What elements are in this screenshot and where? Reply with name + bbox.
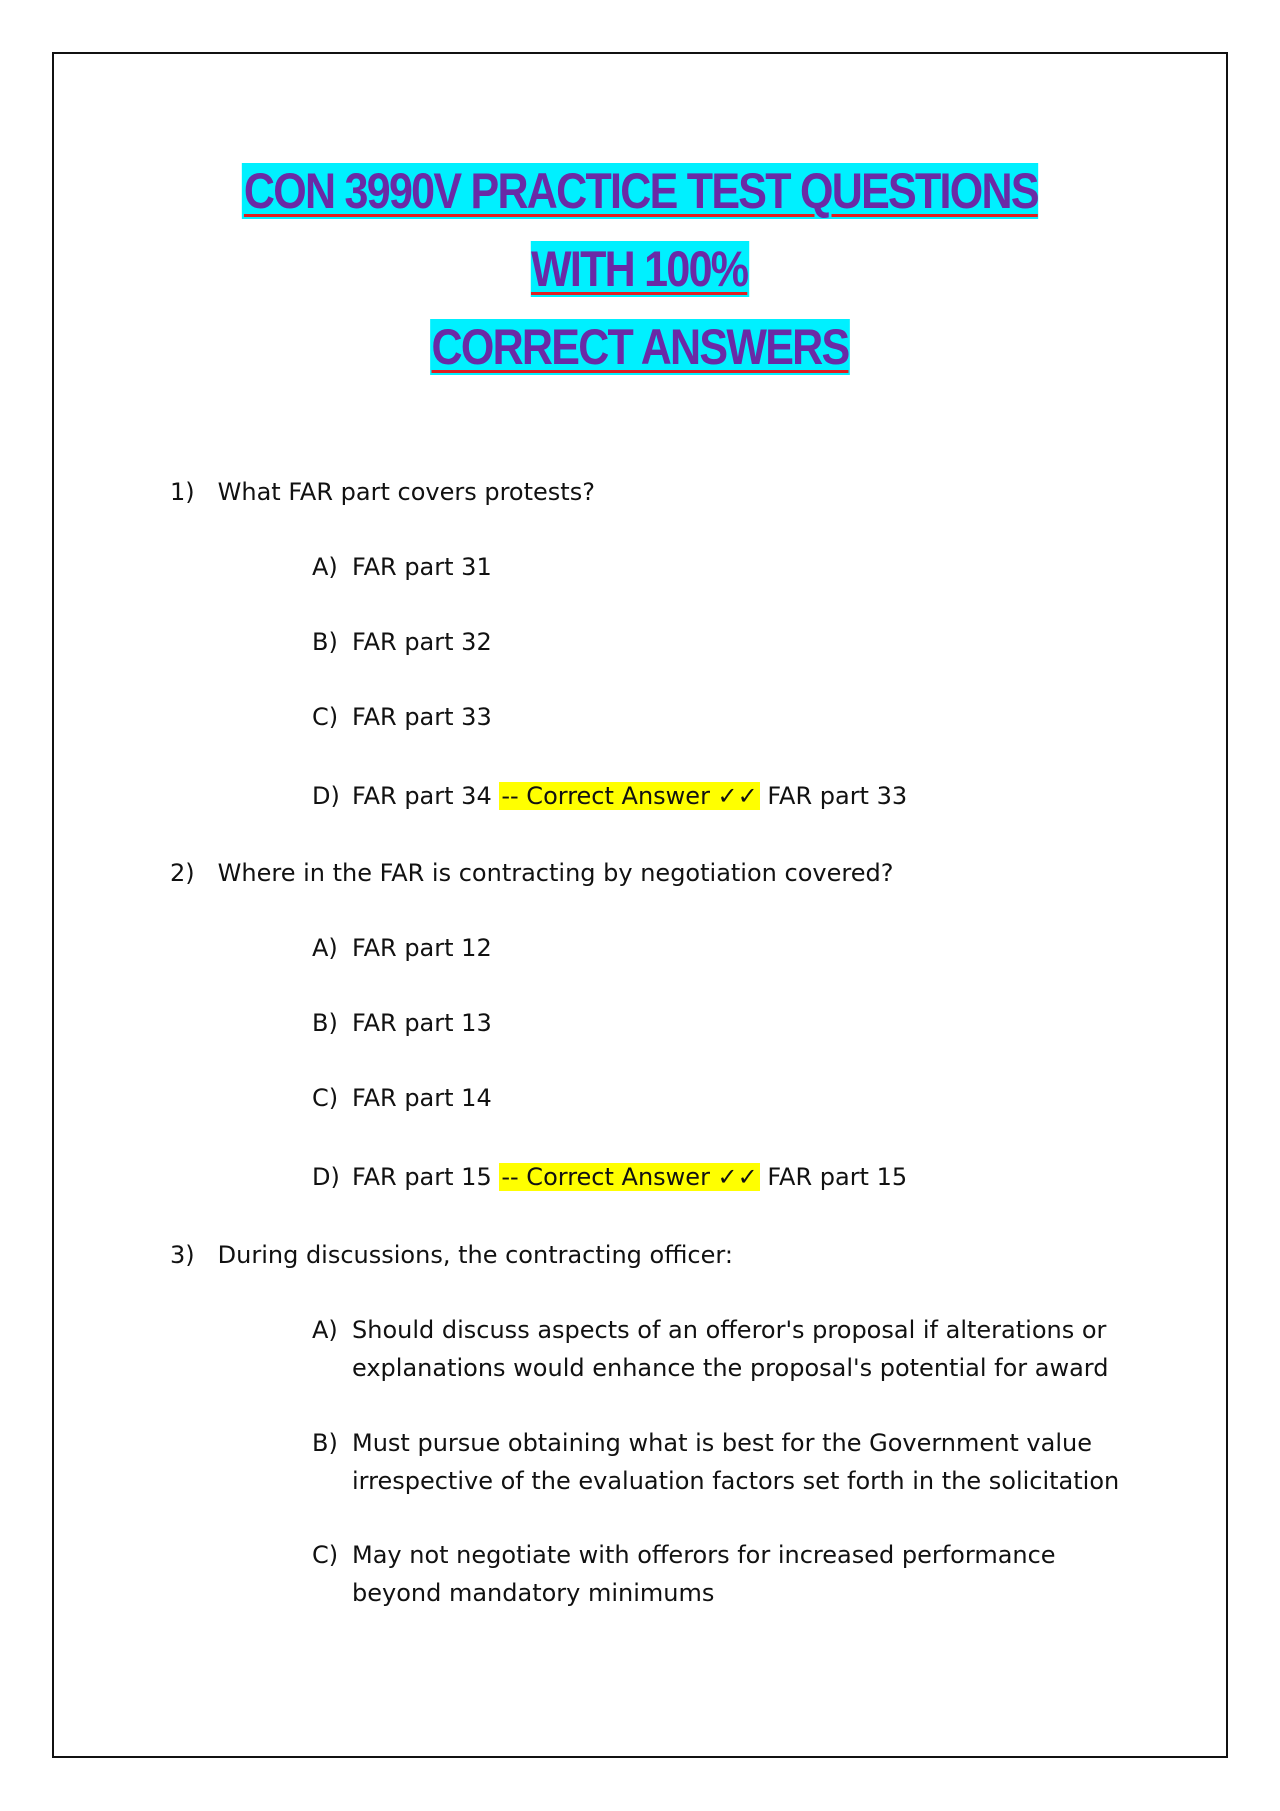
option-label: D) <box>312 1163 340 1191</box>
correct-answer-marker: -- Correct Answer ✓✓ <box>501 782 758 810</box>
option-label: A) <box>312 934 338 962</box>
option-label: C) <box>312 1084 339 1112</box>
option-label: A) <box>312 553 338 581</box>
q3-option-a <box>312 1311 1132 1387</box>
question-text: Where in the FAR is contracting by negotiation covered? <box>217 859 894 887</box>
q2-option-c <box>312 1079 1132 1117</box>
question-1 <box>170 478 595 506</box>
question-text: What FAR part covers protests? <box>217 478 595 506</box>
option-label: B) <box>312 1429 338 1457</box>
option-label: C) <box>312 703 339 731</box>
option-label: C) <box>312 1541 339 1569</box>
question-text: During discussions, the contracting officer: <box>217 1241 733 1269</box>
question-2 <box>170 859 893 887</box>
option-text: FAR part 12 <box>352 934 492 962</box>
option-text: FAR part 31 <box>352 553 492 581</box>
question-number: 3) <box>170 1241 195 1269</box>
option-label: D) <box>312 782 340 810</box>
option-label: A) <box>312 1316 338 1344</box>
option-label: B) <box>312 628 338 656</box>
q3-option-b <box>312 1424 1132 1500</box>
q2-option-d <box>312 1158 1132 1196</box>
option-label: B) <box>312 1009 338 1037</box>
correct-answer-marker: -- Correct Answer ✓✓ <box>501 1163 758 1191</box>
q2-option-b <box>312 1004 1132 1042</box>
option-text: FAR part 34 <box>352 782 492 810</box>
q1-option-d <box>312 777 1132 815</box>
option-text: Should discuss aspects of an offeror's proposal if alterations or explanations would enhance the proposal's potential for award <box>352 1316 1109 1382</box>
title-line-2: CORRECT ANSWERS <box>431 319 849 375</box>
q1-option-b <box>312 623 1132 661</box>
question-3 <box>170 1241 733 1269</box>
correct-answer-text: FAR part 15 <box>767 1163 908 1191</box>
option-text: FAR part 32 <box>352 628 492 656</box>
q1-option-c <box>312 698 1132 736</box>
question-number: 2) <box>170 859 195 887</box>
q2-option-a <box>312 929 1132 967</box>
option-text: FAR part 33 <box>352 703 492 731</box>
option-text: FAR part 13 <box>352 1009 492 1037</box>
option-text: Must pursue obtaining what is best for the Government value irrespective of the evaluation factors set forth in the solicitation <box>352 1429 1120 1495</box>
option-text: FAR part 15 <box>352 1163 492 1191</box>
title-line-1: CON 3990V PRACTICE TEST QUESTIONS WITH 100% <box>243 163 1038 297</box>
correct-answer-text: FAR part 33 <box>767 782 908 810</box>
option-text: FAR part 14 <box>352 1084 492 1112</box>
option-text-line <box>352 777 1132 815</box>
document-title <box>201 152 1078 386</box>
q3-option-c <box>312 1536 1132 1612</box>
option-text: May not negotiate with offerors for increased performance beyond mandatory minimums <box>352 1541 1056 1607</box>
q1-option-a <box>312 548 1132 586</box>
question-number: 1) <box>170 478 195 506</box>
option-text-line <box>352 1158 1132 1196</box>
